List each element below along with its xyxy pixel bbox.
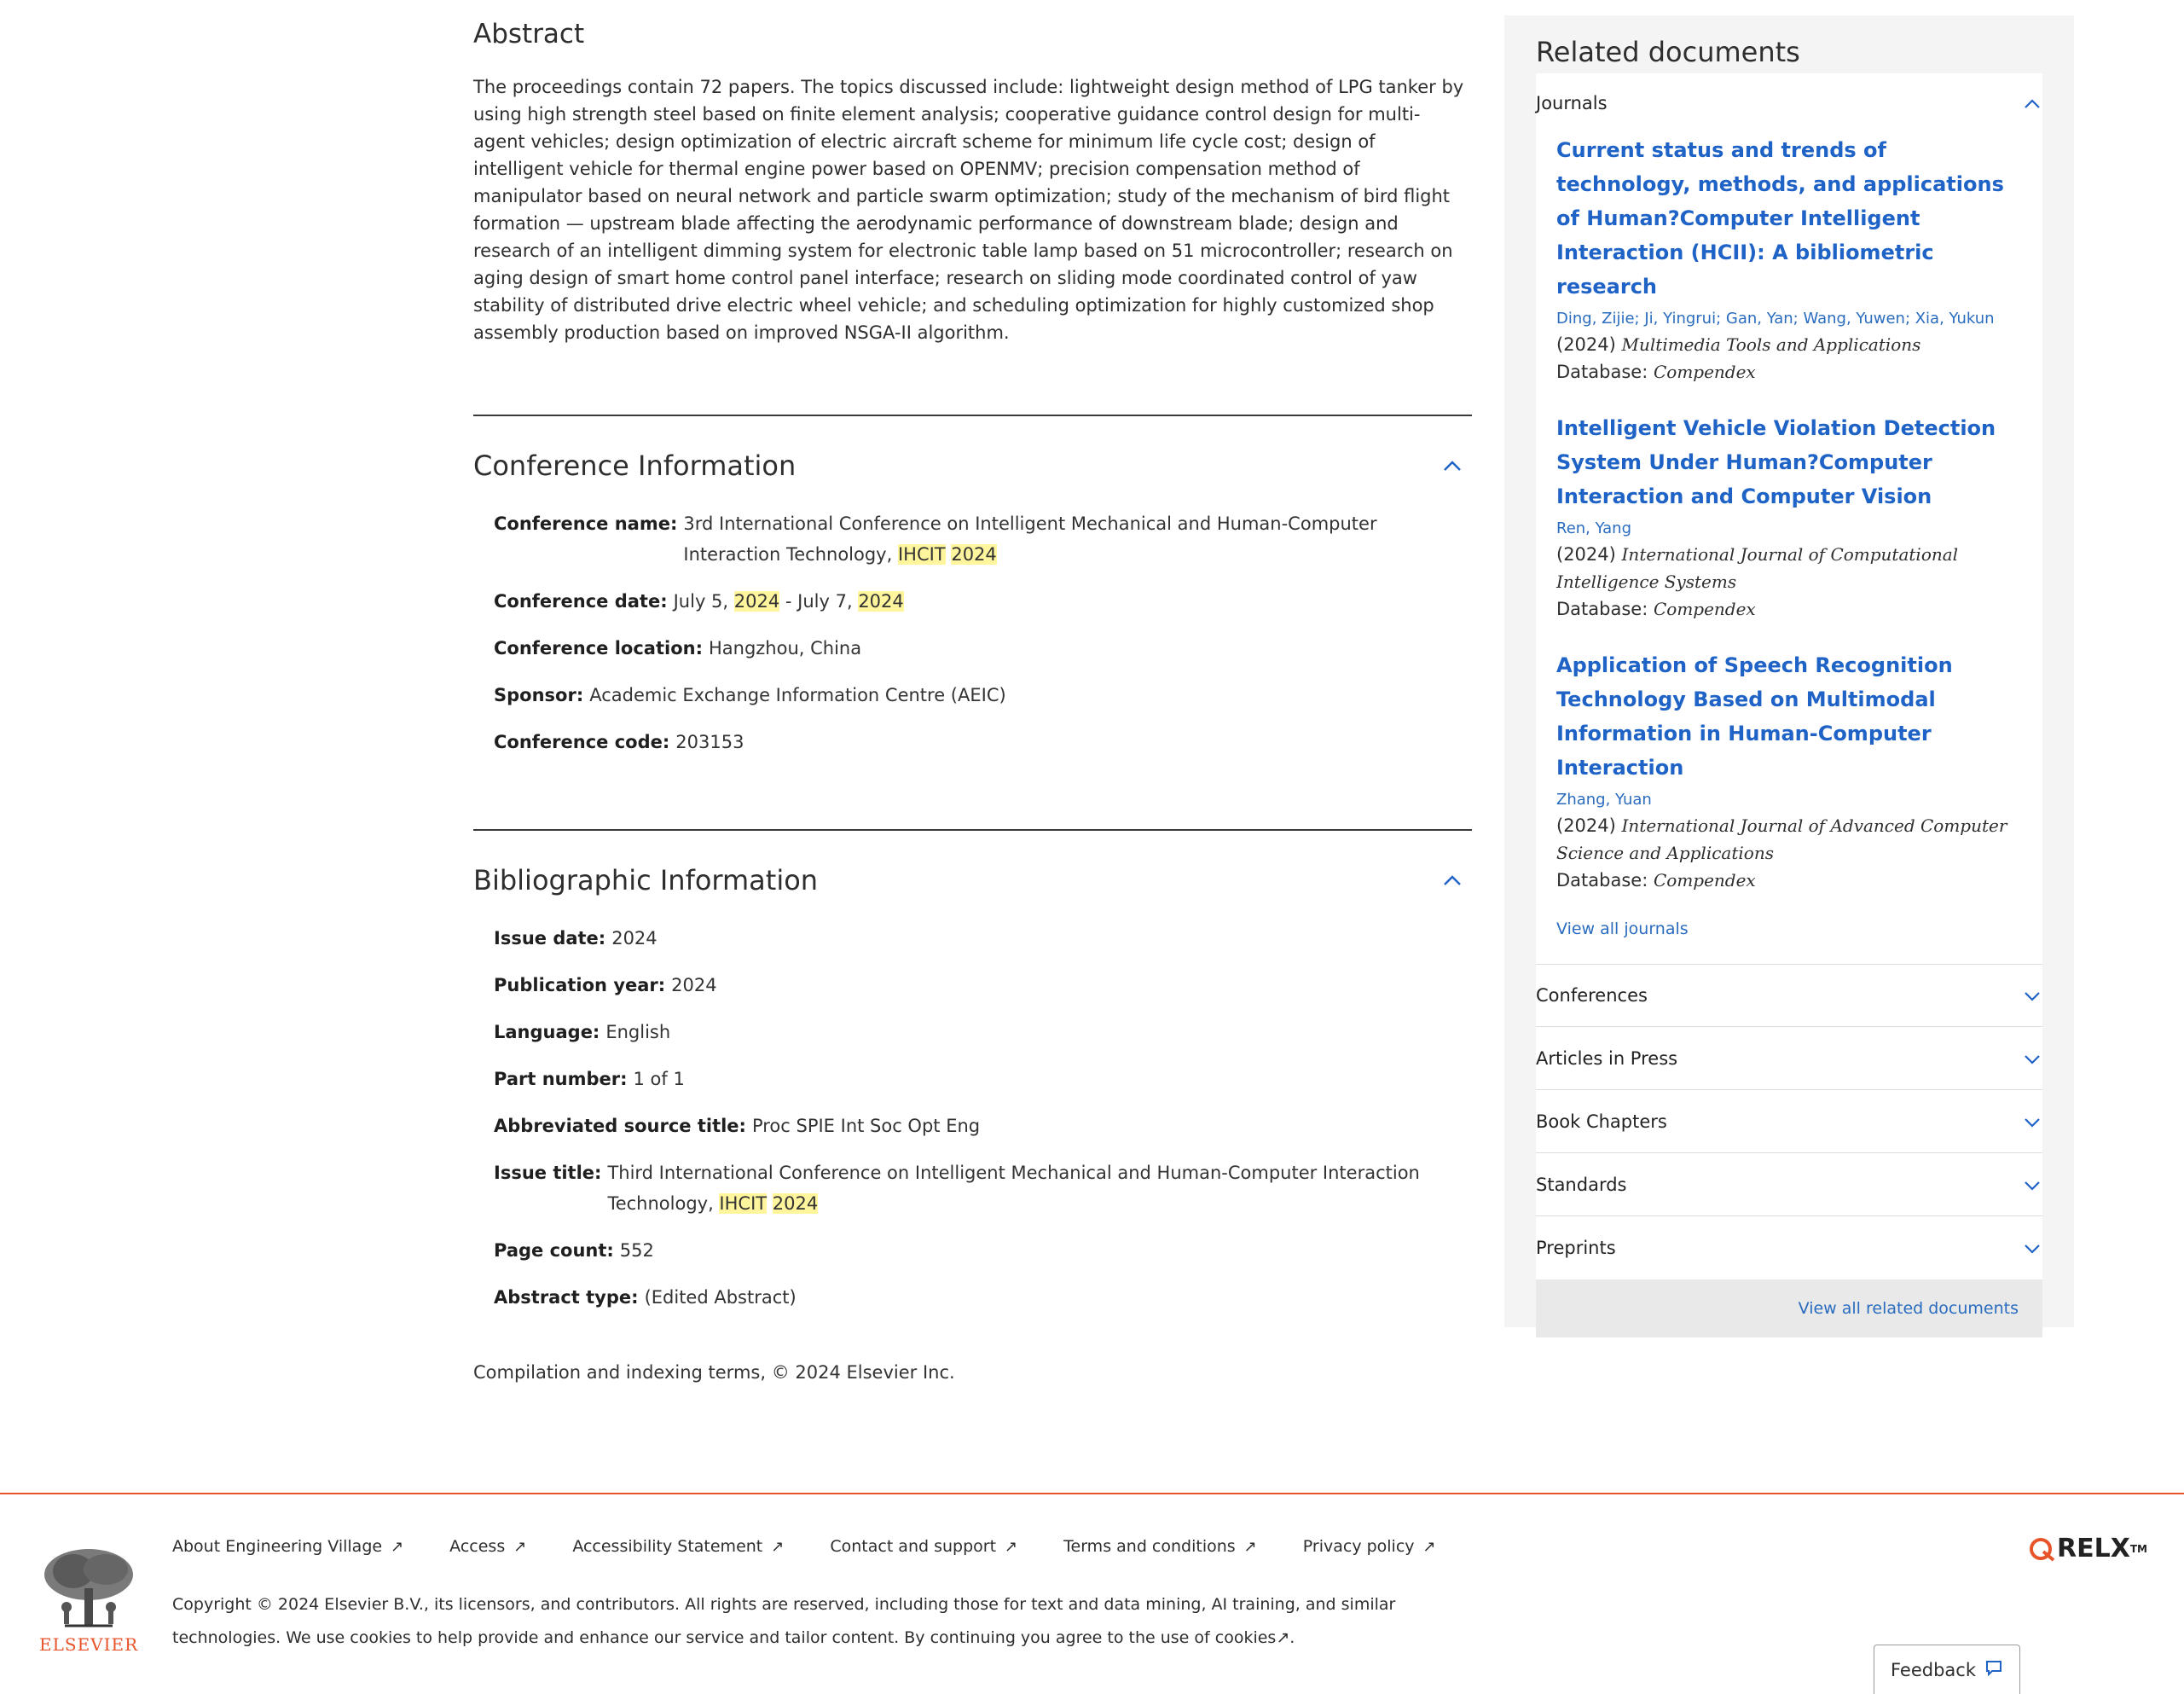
cookies-external-link-icon[interactable]: ↗ (1276, 1628, 1290, 1647)
field-label: Conference location: (494, 638, 703, 658)
relx-logo[interactable] (2028, 1534, 2147, 1563)
issue-title-row (494, 1157, 1472, 1219)
bibliographic-section-header[interactable] (473, 863, 1472, 897)
external-link-icon: ↗ (1422, 1538, 1436, 1556)
issue-title-value: Third International Conference on Intelligent Mechanical and Human-Computer Interaction Technology, IHCIT 2024 (607, 1163, 1420, 1214)
relx-mark-icon (2028, 1536, 2057, 1562)
compilation-note: Compilation and indexing terms, © 2024 Elsevier Inc. (473, 1362, 955, 1383)
highlight: IHCIT (719, 1193, 768, 1214)
abbreviated-source-title-row (494, 1111, 1472, 1141)
related-doc (1556, 411, 2025, 623)
sponsor-row (494, 680, 1472, 711)
related-doc (1556, 133, 2025, 386)
footer-link-privacy[interactable]: Privacy policy ↗ (1302, 1537, 1436, 1556)
related-documents-panel (1504, 15, 2074, 1327)
footer-divider (0, 1493, 2184, 1494)
field-label: Conference name: (494, 513, 678, 534)
relx-wordmark: RELX (2057, 1534, 2130, 1563)
footer-link-access[interactable]: Access ↗ (449, 1537, 527, 1556)
view-all-journals-link[interactable]: View all journals (1556, 920, 1689, 938)
chevron-down-icon (2024, 985, 2041, 1006)
footer-link-about[interactable]: About Engineering Village ↗ (172, 1537, 404, 1556)
publication-year-value: 2024 (671, 975, 717, 995)
field-label: Conference date: (494, 591, 668, 612)
accordion-label: Articles in Press (1536, 1047, 1678, 1069)
related-doc-database: Database: Compendex (1556, 599, 1756, 619)
chevron-down-icon (2024, 1175, 2041, 1195)
field-label: Language: (494, 1022, 600, 1042)
accordion-conferences[interactable] (1536, 964, 2042, 1027)
accordion-preprints[interactable] (1536, 1216, 2042, 1279)
page-count-value: 552 (619, 1240, 654, 1261)
related-doc-source: (2024) Multimedia Tools and Applications (1556, 334, 1921, 355)
field-label: Abstract type: (494, 1287, 639, 1308)
highlight: 2024 (772, 1193, 819, 1214)
sponsor-value: Academic Exchange Information Centre (AEIC) (589, 685, 1006, 705)
footer-link-contact[interactable]: Contact and support ↗ (830, 1537, 1018, 1556)
field-label: Issue date: (494, 928, 606, 949)
conference-section (473, 415, 1472, 757)
highlight: 2024 (951, 544, 997, 565)
chevron-up-icon (2024, 93, 2041, 113)
conference-section-title: Conference Information (473, 450, 797, 482)
highlight: 2024 (858, 591, 904, 612)
chevron-down-icon (2024, 1111, 2041, 1132)
abstract-text: The proceedings contain 72 papers. The topics discussed include: lightweight design method of LPG tanker by using high strength steel based on finite element analysis; cooperative guidance control design for multi-agent vehicles; design optimization of electric aircraft scheme for minimum life cycle cost; design of intelligent vehicle for thermal engine power based on OPENMV; precision compensation method of manipulator based on neural network and particle swarm optimization; study of the mechanism of bird flight formation — upstream blade affecting the aerodynamic performance of downstream blade; design and research of an intelligent dimming system for electronic table lamp based on 51 microcontroller; research on aging design of smart home control panel interface; research on sliding mode coordinated control of yaw stability of distributed drive electric wheel vehicle; and scheduling optimization for highly customized shop assembly production based on improved NSGA-II algorithm. (473, 77, 1464, 343)
feedback-button[interactable] (1874, 1645, 2020, 1694)
view-all-related-documents-link[interactable]: View all related documents (1798, 1299, 2019, 1318)
chevron-up-icon[interactable] (1438, 451, 1467, 480)
conference-location-value: Hangzhou, China (708, 638, 862, 658)
abstract-type-row (494, 1282, 1472, 1313)
field-label: Sponsor: (494, 685, 584, 705)
view-all-related-box (1536, 1279, 2042, 1337)
accordion-journals[interactable] (1536, 73, 2042, 133)
conference-name-row (494, 508, 1472, 570)
abbreviated-source-title-value: Proc SPIE Int Soc Opt Eng (751, 1116, 981, 1136)
external-link-icon: ↗ (1005, 1538, 1018, 1556)
chevron-down-icon (2024, 1048, 2041, 1069)
page-count-row (494, 1235, 1472, 1266)
conference-location-row (494, 633, 1472, 664)
related-doc-title-link[interactable]: Application of Speech Recognition Technology Based on Multimodal Information in Human-Computer Interaction (1556, 653, 1953, 780)
accordion-articles-in-press[interactable] (1536, 1027, 2042, 1090)
footer-link-terms[interactable]: Terms and conditions ↗ (1063, 1537, 1257, 1556)
external-link-icon: ↗ (1243, 1538, 1257, 1556)
footer-link-accessibility[interactable]: Accessibility Statement ↗ (572, 1537, 785, 1556)
accordion-label: Preprints (1536, 1238, 1616, 1258)
related-doc-authors[interactable]: Ding, Zijie; Ji, Yingrui; Gan, Yan; Wang, Yuwen; Xia, Yukun (1556, 310, 1995, 328)
external-link-icon: ↗ (513, 1538, 527, 1556)
elsevier-wordmark: ELSEVIER (39, 1634, 139, 1655)
issue-date-row (494, 923, 1472, 954)
journal-docs (1536, 133, 2042, 938)
accordion-label: Journals (1536, 93, 1608, 113)
main-content (473, 0, 1472, 1383)
publication-year-row (494, 970, 1472, 1001)
bibliographic-section-title: Bibliographic Information (473, 864, 819, 896)
bibliographic-section (473, 829, 1472, 1313)
conference-date-value: July 5, 2024 - July 7, 2024 (673, 591, 904, 612)
related-doc-database: Database: Compendex (1556, 870, 1756, 891)
related-documents-list (1536, 73, 2042, 1337)
abstract-type-value: (Edited Abstract) (644, 1287, 797, 1308)
chevron-down-icon (2024, 1238, 2041, 1258)
field-label: Publication year: (494, 975, 666, 995)
language-value: English (605, 1022, 671, 1042)
accordion-label: Book Chapters (1536, 1111, 1667, 1132)
conference-code-row (494, 727, 1472, 757)
conference-code-link[interactable]: 203153 (675, 732, 744, 752)
chat-bubble-icon (1984, 1659, 2003, 1680)
accordion-book-chapters[interactable] (1536, 1090, 2042, 1153)
related-doc-database: Database: Compendex (1556, 362, 1756, 382)
field-label: Abbreviated source title: (494, 1116, 746, 1136)
field-label: Issue title: (494, 1163, 602, 1183)
abstract-heading: Abstract (473, 19, 585, 49)
related-doc-authors[interactable]: Zhang, Yuan (1556, 791, 1652, 809)
accordion-label: Conferences (1536, 985, 1648, 1006)
external-link-icon: ↗ (391, 1538, 404, 1556)
related-documents-title: Related documents (1536, 36, 1800, 68)
field-label: Conference code: (494, 732, 670, 752)
part-number-value: 1 of 1 (633, 1069, 685, 1089)
external-link-icon: ↗ (771, 1538, 785, 1556)
chevron-up-icon[interactable] (1438, 866, 1467, 895)
related-doc-title-link[interactable]: Intelligent Vehicle Violation Detection System Under Human?Computer Interaction and Computer Vision (1556, 416, 1996, 508)
conference-name-value: 3rd International Conference on Intelligent Mechanical and Human-Computer Interaction Technology, IHCIT 2024 (683, 513, 1377, 565)
highlight: 2024 (733, 591, 780, 612)
conference-date-row (494, 586, 1472, 617)
related-doc (1556, 648, 2025, 894)
highlight: IHCIT (897, 544, 946, 565)
bibliographic-fields (494, 923, 1472, 1313)
footer-copyright: Copyright © 2024 Elsevier B.V., its licensors, and contributors. All rights are reserved, including those for text and data mining, AI training, and similar technologies. We use cookies to help provide and enhance our service and tailor content. By continuing you agree to the use of cookies↗. (172, 1595, 1396, 1647)
feedback-label: Feedback (1890, 1659, 1976, 1680)
related-doc-title-link[interactable]: Current status and trends of technology, methods, and applications of Human?Computer Intelligent Interaction (HCII): A bibliometric research (1556, 138, 2004, 299)
conference-fields (494, 508, 1472, 757)
related-doc-source: (2024) International Journal of Computational Intelligence Systems (1556, 544, 1959, 592)
issue-date-value: 2024 (611, 928, 658, 949)
field-label: Part number: (494, 1069, 628, 1089)
related-doc-source: (2024) International Journal of Advanced Computer Science and Applications (1556, 815, 2007, 863)
accordion-standards[interactable] (1536, 1153, 2042, 1216)
footer-links (172, 1537, 1482, 1556)
related-doc-authors[interactable]: Ren, Yang (1556, 519, 1632, 537)
conference-section-header[interactable] (473, 449, 1472, 483)
elsevier-tree-icon (39, 1546, 138, 1631)
language-row (494, 1017, 1472, 1047)
trademark: TM (2129, 1542, 2147, 1555)
field-label: Page count: (494, 1240, 614, 1261)
accordion-label: Standards (1536, 1174, 1627, 1195)
part-number-row (494, 1064, 1472, 1094)
